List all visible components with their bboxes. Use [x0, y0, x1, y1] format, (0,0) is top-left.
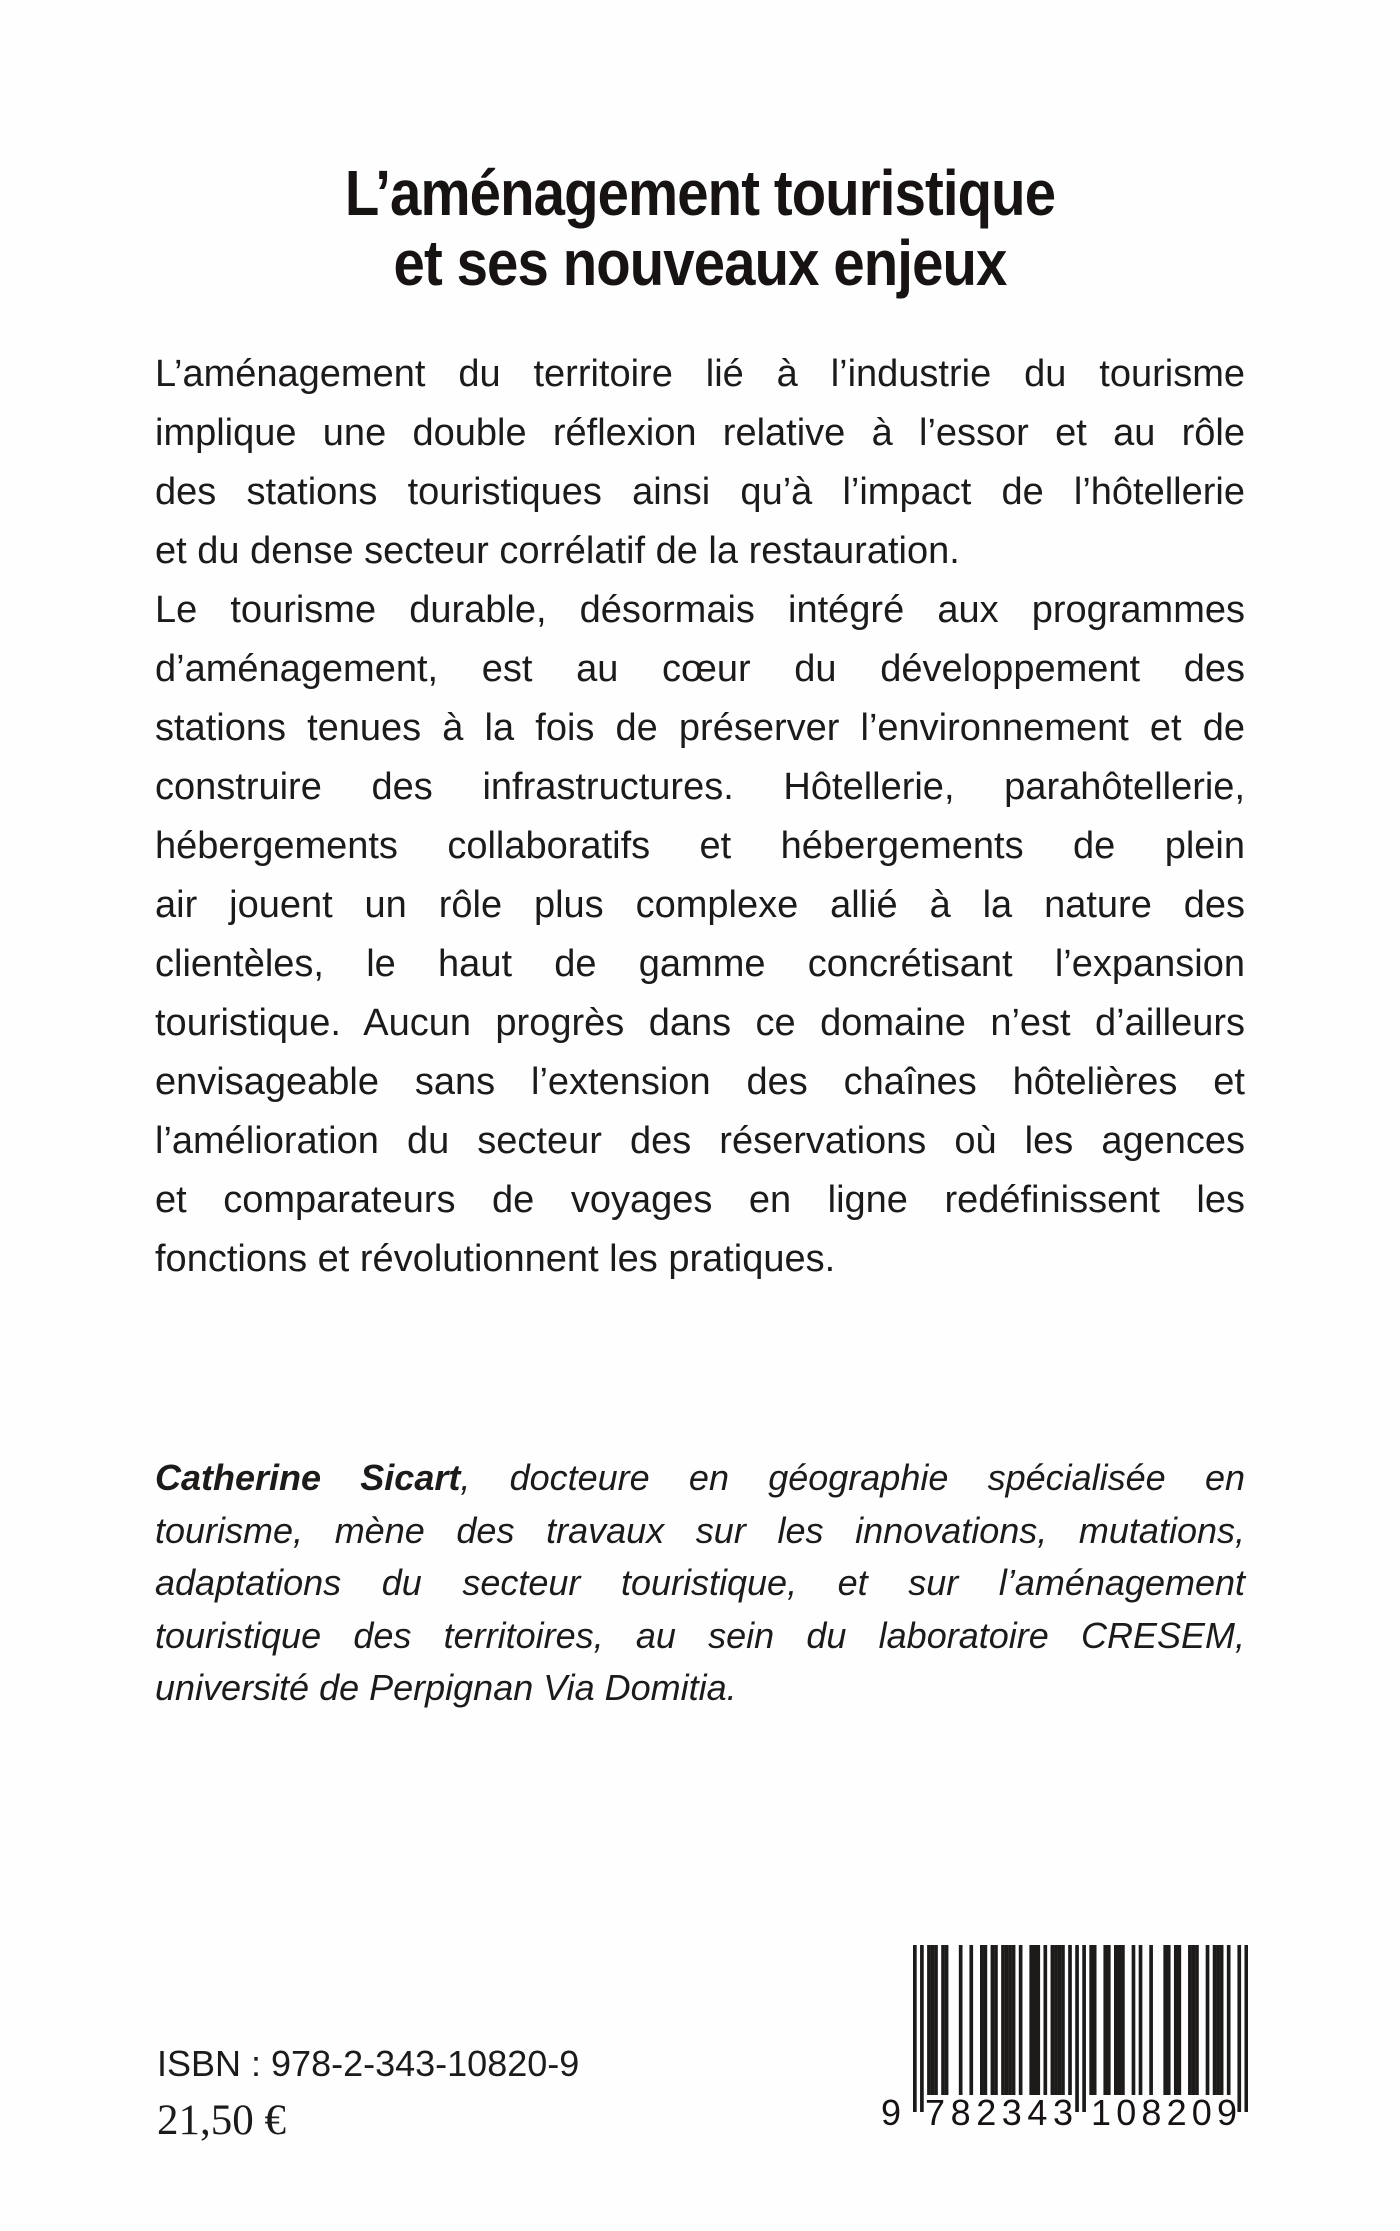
- book-title-line1: L’aménagement touristique: [344, 157, 1056, 229]
- text-line: construire des infrastructures. Hôtellerie, parahôtellerie,: [155, 766, 1245, 808]
- barcode-digit: 0: [1116, 2092, 1137, 2133]
- text-line: clientèles, le haut de gamme concrétisant l’expansion: [155, 943, 1245, 985]
- isbn-text: ISBN : 978-2-343-10820-9: [157, 2043, 580, 2084]
- text-line: et du dense secteur corrélatif de la restauration.: [155, 530, 960, 572]
- text-line: air jouent un rôle plus complexe allié à la nature des: [155, 884, 1245, 926]
- text-line: Le tourisme durable, désormais intégré aux programmes: [155, 589, 1245, 631]
- text-line: adaptations du secteur touristique, et sur l’aménagement: [155, 1562, 1245, 1603]
- text-line: touristique. Aucun progrès dans ce domaine n’est d’ailleurs: [155, 1002, 1245, 1044]
- text-line: stations tenues à la fois de préserver l’environnement et de: [155, 707, 1245, 749]
- barcode-digit: 3: [1001, 2092, 1022, 2133]
- synopsis-paragraph-1: [155, 345, 1245, 581]
- text-line: touristique des territoires, au sein du laboratoire CRESEM,: [155, 1614, 1245, 1656]
- author-bio-line1-rest: , docteure en géographie spécialisée en: [460, 1457, 1245, 1498]
- book-title-line2: et ses nouveaux enjeux: [393, 227, 1007, 299]
- author-bio-line1: [155, 1452, 1245, 1505]
- barcode-right-digits: [1091, 2093, 1237, 2133]
- text-line: fonctions et révolutionnent les pratiques.: [155, 1238, 836, 1280]
- text-line: hébergements collaboratifs et hébergements de plein: [155, 825, 1245, 867]
- book-title: [84, 158, 1316, 298]
- barcode-digit: 4: [1027, 2092, 1048, 2133]
- price-text: 21,50 €: [157, 2097, 286, 2144]
- barcode-digit: 8: [1141, 2092, 1162, 2133]
- barcode-digit: 0: [1191, 2092, 1212, 2133]
- synopsis-paragraph-2: [155, 581, 1245, 1289]
- text-line: tourisme, mène des travaux sur les innovations, mutations,: [155, 1509, 1245, 1551]
- barcode-first-digit: 9: [881, 2092, 902, 2133]
- text-line: et comparateurs de voyages en ligne redéfinissent les: [155, 1179, 1245, 1221]
- barcode-digit: 2: [976, 2092, 997, 2133]
- barcode-digit: 2: [1166, 2092, 1187, 2133]
- barcode-digit: 3: [1052, 2092, 1073, 2133]
- text-line: des stations touristiques ainsi qu’à l’impact de l’hôtellerie: [155, 471, 1245, 513]
- author-bio: [155, 1452, 1245, 1715]
- ean13-barcode: [881, 1945, 1248, 2137]
- text-line: l’amélioration du secteur des réservations où les agences: [155, 1120, 1245, 1162]
- text-line: envisageable sans l’extension des chaînes hôtelières et: [155, 1061, 1245, 1103]
- text-line: L’aménagement du territoire lié à l’industrie du tourisme: [155, 353, 1245, 395]
- barcode-digit: 1: [1091, 2092, 1112, 2133]
- barcode-digit: 8: [950, 2092, 971, 2133]
- synopsis-text: [155, 345, 1245, 1289]
- author-bio-lines: [155, 1505, 1245, 1715]
- barcode-left-digits: [925, 2093, 1073, 2133]
- barcode-digit: 7: [925, 2092, 946, 2133]
- text-line: université de Perpignan Via Domitia.: [155, 1667, 737, 1708]
- text-line: d’aménagement, est au cœur du développement des: [155, 648, 1245, 690]
- barcode-digit: 9: [1216, 2092, 1237, 2133]
- author-name: Catherine Sicart: [155, 1457, 461, 1498]
- text-line: implique une double réflexion relative à l’essor et au rôle: [155, 412, 1245, 454]
